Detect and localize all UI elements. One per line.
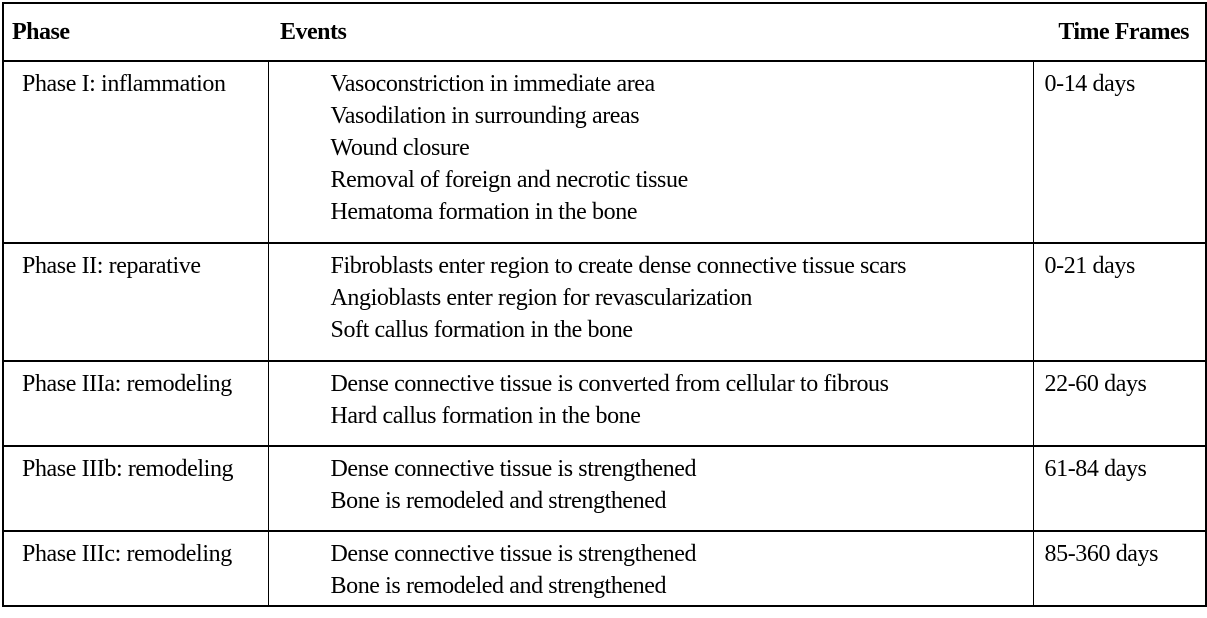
time-frame-cell: 0-21 days — [1033, 243, 1206, 361]
healing-phases-table — [2, 2, 1207, 607]
header-row — [3, 3, 1206, 61]
event-item: Bone is remodeled and strengthened — [330, 573, 667, 599]
events-cell — [268, 531, 1033, 606]
event-item: Hematoma formation in the bone — [330, 199, 638, 225]
table-row — [3, 361, 1206, 446]
events-cell — [268, 361, 1033, 446]
table-row — [3, 531, 1206, 606]
column-header-phase: Phase — [3, 3, 268, 61]
phase-cell: Phase IIIa: remodeling — [3, 361, 268, 446]
time-frame-cell: 22-60 days — [1033, 361, 1206, 446]
event-item: Removal of foreign and necrotic tissue — [330, 167, 688, 193]
phase-cell: Phase II: reparative — [3, 243, 268, 361]
event-item: Fibroblasts enter region to create dense connective tissue scars — [330, 253, 907, 279]
events-cell — [268, 446, 1033, 531]
event-item: Vasodilation in surrounding areas — [330, 103, 640, 129]
time-frame-cell: 61-84 days — [1033, 446, 1206, 531]
table-body — [3, 61, 1206, 606]
events-cell — [268, 243, 1033, 361]
event-item: Soft callus formation in the bone — [330, 317, 633, 343]
table-row — [3, 61, 1206, 243]
phase-cell: Phase IIIb: remodeling — [3, 446, 268, 531]
event-item: Dense connective tissue is converted from cellular to fibrous — [330, 371, 889, 397]
time-frame-cell: 0-14 days — [1033, 61, 1206, 243]
column-header-events: Events — [268, 3, 1033, 61]
event-item: Vasoconstriction in immediate area — [330, 71, 655, 97]
column-header-time-frames: Time Frames — [1033, 3, 1206, 61]
event-item: Dense connective tissue is strengthened — [330, 541, 697, 567]
event-item: Wound closure — [330, 135, 470, 161]
event-item: Dense connective tissue is strengthened — [330, 456, 697, 482]
table-row — [3, 243, 1206, 361]
event-item: Hard callus formation in the bone — [330, 403, 641, 429]
event-item: Angioblasts enter region for revascularization — [330, 285, 752, 311]
events-cell — [268, 61, 1033, 243]
table-row — [3, 446, 1206, 531]
event-item: Bone is remodeled and strengthened — [330, 488, 667, 514]
phase-cell: Phase I: inflammation — [3, 61, 268, 243]
phase-cell: Phase IIIc: remodeling — [3, 531, 268, 606]
table-header — [3, 3, 1206, 61]
time-frame-cell: 85-360 days — [1033, 531, 1206, 606]
healing-phases-table-container — [2, 2, 1205, 607]
